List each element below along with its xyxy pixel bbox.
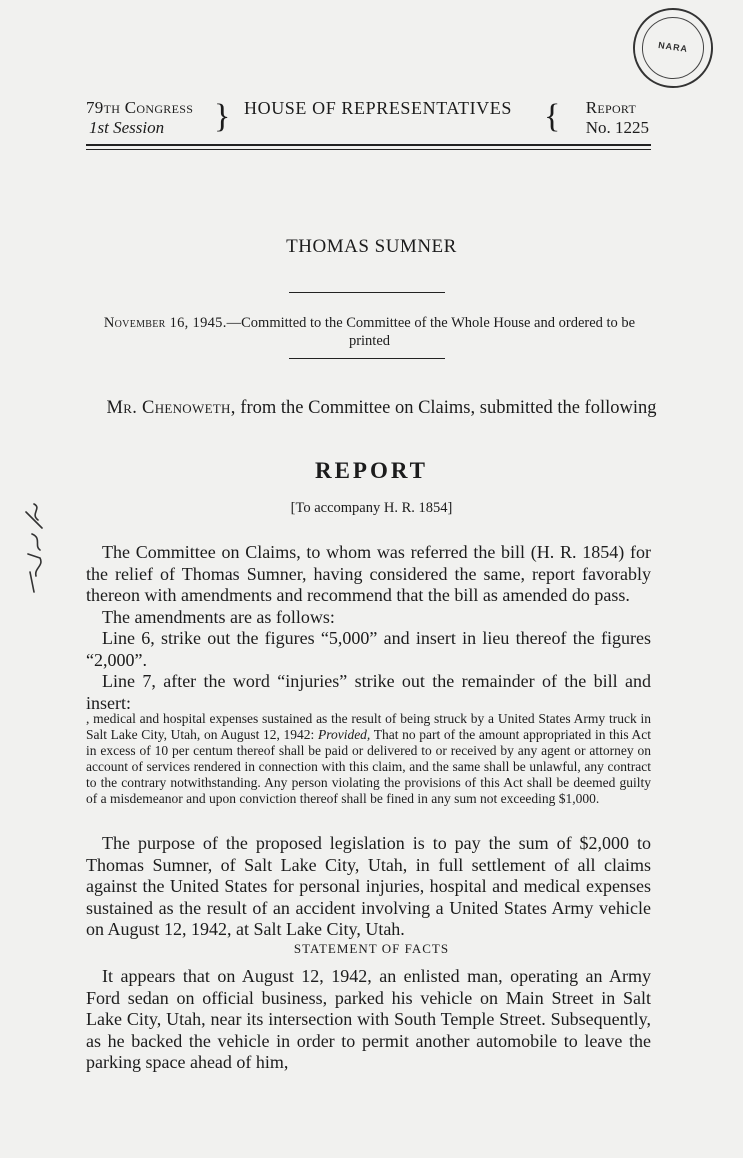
body-block-2	[86, 833, 651, 941]
submitted-line	[100, 396, 663, 420]
paragraph-line-6: Line 6, strike out the figures “5,000” and insert in lieu thereof the figures “2,000”.	[86, 628, 651, 670]
title-divider	[289, 292, 445, 293]
congress-label: 79th Congress	[86, 98, 194, 117]
accompany-line: [To accompany H. R. 1854]	[290, 500, 453, 516]
date-line	[88, 314, 651, 350]
date: November 16, 1945.	[103, 315, 227, 331]
report-number-block	[586, 98, 649, 138]
paragraph-purpose: The purpose of the proposed legislation is to pay the sum of $2,000 to Thomas Sumner, of Salt Lake City, Utah, in full settlement of all claims against the United States for personal injuries, hospital and medical expenses sustained as the result of an accident involving a United States Army vehicle on August 12, 1942, at Salt Lake City, Utah.	[86, 833, 651, 939]
stamp-subtext: NARA	[657, 39, 689, 55]
paragraph-line-7: Line 7, after the word “injuries” strike out the remainder of the bill and insert:	[86, 671, 651, 713]
date-divider	[289, 358, 445, 359]
body-block-3	[86, 966, 651, 1074]
header-rule-thick	[86, 144, 651, 146]
report-heading: REPORT	[314, 458, 429, 483]
header-rule-thin	[86, 149, 651, 150]
date-rest: —Committed to the Committee of the Whole House and ordered to be printed	[226, 315, 636, 349]
report-title: THOMAS SUMNER	[286, 236, 457, 257]
report-label: Report	[585, 98, 637, 117]
report-header	[86, 98, 649, 142]
body-block-1	[86, 542, 651, 714]
left-brace: }	[214, 98, 231, 135]
report-number: No. 1225	[585, 118, 649, 137]
statement-of-facts-heading: STATEMENT OF FACTS	[293, 941, 450, 956]
insert-part-a: , medical and hospital expenses sustained as the result of being struck by a United States Army truck in Salt Lake City, Utah, on August 12, 1942:	[86, 711, 651, 742]
session-label: 1st Session	[89, 118, 165, 137]
inserted-text	[86, 711, 651, 807]
congress-session	[86, 98, 193, 138]
submitted-rest: from the Committee on Claims, submitted the following	[235, 398, 657, 418]
right-brace: {	[544, 98, 561, 135]
insert-provided: Provided,	[317, 727, 371, 742]
chamber-label: HOUSE OF REPRESENTATIVES	[244, 98, 512, 118]
paragraph-referral: The Committee on Claims, to whom was referred the bill (H. R. 1854) for the relief of Thomas Sumner, having considered the same, report favorably thereon with amendments and recommend that the bill as amended do pass.	[86, 542, 651, 605]
member-name: Mr. Chenoweth,	[106, 398, 236, 418]
library-stamp	[628, 3, 718, 93]
paragraph-facts: It appears that on August 12, 1942, an enlisted man, operating an Army Ford sedan on official business, parked his vehicle on Main Street in Salt Lake City, Utah, near its intersection with South Temple Street. Subsequently, as he backed the vehicle in order to permit another automobile to leave the parking space ahead of him,	[86, 966, 651, 1072]
paragraph-amendments-intro: The amendments are as follows:	[102, 606, 335, 627]
insert-part-b: That no part of the amount appropriated in this Act in excess of 10 per centum thereof shall be paid or delivered to or received by any agent or attorney on account of services rendered in connection with this claim, and the same shall be unlawful, any contract to the contrary notwithstanding. Any person violating the provisions of this Act shall be deemed guilty of a misdemeanor and upon conviction thereof shall be fined in any sum not exceeding $1,000.	[86, 727, 652, 806]
